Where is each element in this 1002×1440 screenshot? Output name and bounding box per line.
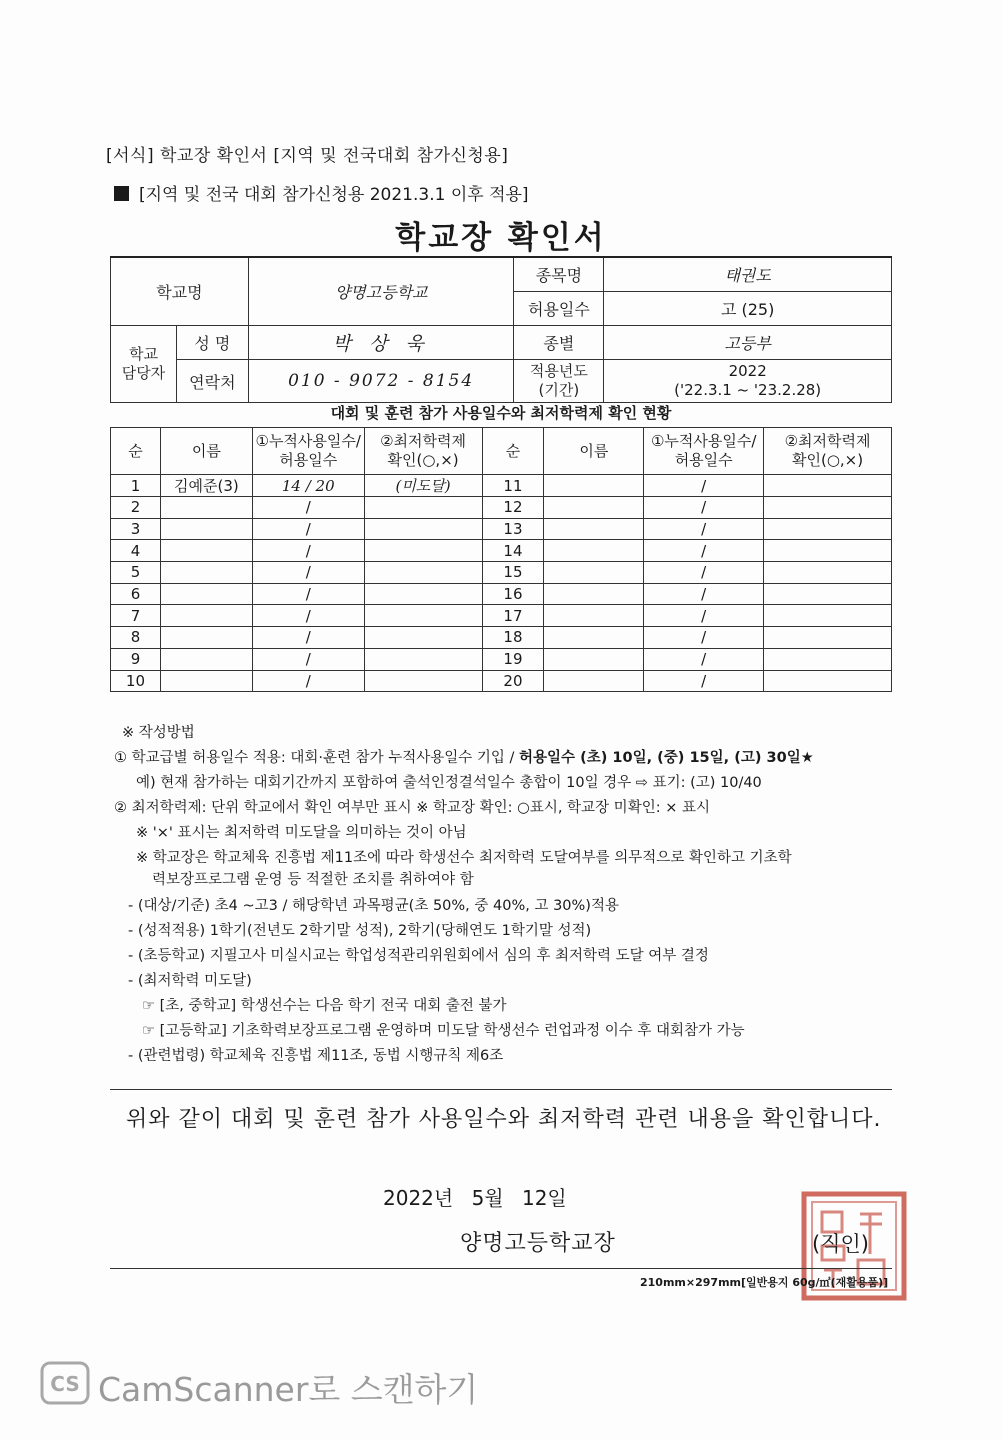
event-label: 종목명 bbox=[514, 257, 604, 292]
col-days-left-2: 허용일수 bbox=[279, 451, 338, 469]
row-name bbox=[544, 583, 644, 605]
instruction-1 bbox=[114, 746, 814, 767]
row-min bbox=[364, 605, 482, 627]
manager-label bbox=[111, 326, 177, 403]
row-days: / bbox=[252, 627, 364, 649]
watermark-text: CamScanner로 스캔하기 bbox=[98, 1370, 479, 1409]
row-no: 8 bbox=[111, 627, 161, 649]
row-no: 15 bbox=[482, 562, 544, 584]
school-value: 양명고등학교 bbox=[248, 257, 514, 326]
row-name bbox=[544, 670, 644, 692]
row-no: 16 bbox=[482, 583, 544, 605]
row-min bbox=[764, 497, 892, 519]
confirm-text: 위와 같이 대회 및 훈련 참가 사용일수와 최저학력 관련 내용을 확인합니다. bbox=[126, 1107, 882, 1132]
row-name: 김예준(3) bbox=[160, 475, 252, 497]
row-min bbox=[364, 648, 482, 670]
manager-label-1: 학교 bbox=[128, 345, 158, 363]
divider bbox=[110, 1268, 892, 1269]
table-row bbox=[111, 562, 892, 584]
year-label-1: 적용년도 bbox=[529, 362, 588, 380]
contact-value: 010 - 9072 - 8154 bbox=[248, 360, 514, 403]
col-no-right: 순 bbox=[482, 428, 544, 475]
days-label: 허용일수 bbox=[514, 292, 604, 326]
instruction-11: ☞ [초, 중학교] 학생선수는 다음 학기 전국 대회 출전 불가 bbox=[142, 998, 507, 1014]
row-name bbox=[160, 648, 252, 670]
row-days: / bbox=[644, 583, 764, 605]
row-no: 18 bbox=[482, 627, 544, 649]
row-name bbox=[544, 475, 644, 497]
row-min bbox=[764, 670, 892, 692]
col-min-left-2: 확인(○,×) bbox=[387, 451, 459, 469]
table-row bbox=[111, 605, 892, 627]
row-days: 14 / 20 bbox=[252, 475, 364, 497]
col-min-right-2: 확인(○,×) bbox=[791, 451, 864, 469]
col-days-right-1: ①누적사용일수/ bbox=[650, 432, 757, 450]
col-days-left-1: ①누적사용일수/ bbox=[255, 432, 361, 450]
instruction-1a: ① 학교급별 허용일수 적용: 대회·훈련 참가 누적사용일수 기입 / bbox=[114, 750, 520, 766]
square-bullet-icon bbox=[114, 186, 129, 201]
table-row bbox=[111, 540, 892, 562]
row-min bbox=[764, 627, 892, 649]
row-no: 2 bbox=[111, 497, 161, 519]
row-no: 1 bbox=[111, 475, 161, 497]
form-tag: [서식] 학교장 확인서 [지역 및 전국대회 참가신청용] bbox=[106, 146, 509, 166]
row-no: 13 bbox=[482, 518, 544, 540]
row-days: / bbox=[644, 562, 764, 584]
row-min bbox=[764, 518, 892, 540]
row-min bbox=[364, 540, 482, 562]
row-days: / bbox=[644, 497, 764, 519]
table-row bbox=[111, 475, 892, 497]
col-min-right-1: ②최저학력제 bbox=[784, 432, 871, 450]
row-no: 6 bbox=[111, 583, 161, 605]
category-label: 종별 bbox=[514, 326, 604, 360]
instruction-10: - (최저학력 미도달) bbox=[128, 973, 252, 989]
contact-label: 연락처 bbox=[176, 360, 248, 403]
table-row bbox=[111, 670, 892, 692]
divider bbox=[110, 1089, 892, 1090]
period-value: ('22.3.1 ~ '23.2.28) bbox=[674, 381, 822, 399]
year-label bbox=[514, 360, 604, 403]
camscanner-logo-icon bbox=[40, 1361, 90, 1405]
row-no: 12 bbox=[482, 497, 544, 519]
row-min bbox=[764, 605, 892, 627]
row-days: / bbox=[644, 518, 764, 540]
row-min bbox=[764, 540, 892, 562]
row-min bbox=[364, 627, 482, 649]
row-days: / bbox=[252, 605, 364, 627]
row-days: / bbox=[644, 605, 764, 627]
row-name bbox=[544, 518, 644, 540]
row-min bbox=[364, 583, 482, 605]
instruction-2: 예) 현재 참가하는 대회기간까지 포함하여 출석인정결석일수 총합이 10일 경우 ⇨ 표기: (고) 10/40 bbox=[136, 775, 762, 791]
usage-table bbox=[110, 427, 892, 692]
col-name-left: 이름 bbox=[160, 428, 252, 475]
seal-note: (직인) bbox=[812, 1232, 869, 1256]
row-name bbox=[544, 562, 644, 584]
name-value: 박 상 욱 bbox=[248, 326, 514, 360]
instructions-heading: ※ 작성방법 bbox=[122, 725, 195, 741]
table-row bbox=[111, 627, 892, 649]
instruction-3: ② 최저학력제: 단위 학교에서 확인 여부만 표시 ※ 학교장 확인: ○표시, 학교장 미확인: × 표시 bbox=[114, 800, 710, 816]
year-value-cell bbox=[604, 360, 892, 403]
row-min bbox=[764, 562, 892, 584]
instruction-6: 력보장프로그램 운영 등 적절한 조치를 취하여야 함 bbox=[152, 872, 474, 888]
col-no-left: 순 bbox=[111, 428, 161, 475]
col-name-right: 이름 bbox=[544, 428, 644, 475]
page-title: 학교장 확인서 bbox=[395, 220, 607, 256]
col-days-right-2: 허용일수 bbox=[674, 451, 733, 469]
subtitle bbox=[114, 180, 529, 205]
year-value: 2022 bbox=[728, 362, 767, 380]
school-label: 학교명 bbox=[111, 257, 249, 326]
row-days: / bbox=[644, 540, 764, 562]
row-min bbox=[364, 670, 482, 692]
row-name bbox=[160, 562, 252, 584]
row-name bbox=[160, 605, 252, 627]
row-days: / bbox=[252, 540, 364, 562]
row-days: / bbox=[644, 670, 764, 692]
row-no: 7 bbox=[111, 605, 161, 627]
row-min bbox=[364, 497, 482, 519]
row-days: / bbox=[252, 648, 364, 670]
date: 2022년 5월 12일 bbox=[383, 1186, 567, 1210]
row-name bbox=[544, 648, 644, 670]
days-value: 고 (25) bbox=[604, 292, 892, 326]
table-row bbox=[111, 518, 892, 540]
row-days: / bbox=[252, 518, 364, 540]
row-no: 14 bbox=[482, 540, 544, 562]
manager-label-2: 담당자 bbox=[121, 364, 166, 382]
instruction-1b: 허용일수 (초) 10일, (중) 15일, (고) 30일★ bbox=[519, 750, 814, 766]
col-min-right bbox=[764, 428, 892, 475]
row-name bbox=[544, 627, 644, 649]
row-name bbox=[160, 497, 252, 519]
row-no: 5 bbox=[111, 562, 161, 584]
row-min bbox=[364, 562, 482, 584]
row-name bbox=[160, 518, 252, 540]
row-name bbox=[160, 627, 252, 649]
row-name bbox=[160, 583, 252, 605]
row-no: 20 bbox=[482, 670, 544, 692]
year-label-2: (기간) bbox=[538, 381, 580, 399]
row-days: / bbox=[252, 497, 364, 519]
category-value: 고등부 bbox=[604, 326, 892, 360]
row-min bbox=[364, 518, 482, 540]
col-min-left bbox=[364, 428, 482, 475]
row-no: 4 bbox=[111, 540, 161, 562]
row-name bbox=[544, 605, 644, 627]
row-days: / bbox=[252, 562, 364, 584]
usage-section-title: 대회 및 훈련 참가 사용일수와 최저학력제 확인 현황 bbox=[330, 404, 672, 422]
row-days: / bbox=[252, 670, 364, 692]
logo-text: CS bbox=[50, 1372, 80, 1396]
row-name bbox=[160, 670, 252, 692]
row-no: 19 bbox=[482, 648, 544, 670]
instruction-13: - (관련법령) 학교체육 진흥법 제11조, 동법 시행규칙 제6조 bbox=[128, 1048, 504, 1064]
instruction-7: - (대상/기준) 초4 ~고3 / 해당학년 과목평균(초 50%, 중 40%, 고 30%)적용 bbox=[128, 898, 619, 914]
table-row bbox=[111, 497, 892, 519]
instruction-8: - (성적적용) 1학기(전년도 2학기말 성적), 2학기(당해연도 1학기말 성적) bbox=[128, 923, 592, 939]
instruction-5: ※ 학교장은 학교체육 진흥법 제11조에 따라 학생선수 최저학력 도달여부를 의무적으로 확인하고 기초학 bbox=[136, 850, 792, 866]
subtitle-text: [지역 및 전국 대회 참가신청용 2021.3.1 이후 적용] bbox=[139, 185, 529, 205]
col-days-left bbox=[252, 428, 364, 475]
row-days: / bbox=[252, 583, 364, 605]
table-row bbox=[111, 648, 892, 670]
instruction-12: ☞ [고등학교] 기초학력보장프로그램 운영하며 미도달 학생선수 런업과정 이수 후 대회참가 가능 bbox=[142, 1023, 745, 1039]
row-days: / bbox=[644, 627, 764, 649]
event-value: 태권도 bbox=[604, 257, 892, 292]
row-no: 9 bbox=[111, 648, 161, 670]
row-no: 3 bbox=[111, 518, 161, 540]
instruction-4: ※ '×' 표시는 최저학력 미도달을 의미하는 것이 아님 bbox=[136, 825, 467, 841]
info-table bbox=[110, 256, 892, 403]
row-no: 11 bbox=[482, 475, 544, 497]
name-label: 성 명 bbox=[176, 326, 248, 360]
row-no: 10 bbox=[111, 670, 161, 692]
row-no: 17 bbox=[482, 605, 544, 627]
row-min bbox=[764, 475, 892, 497]
principal: 양명고등학교장 bbox=[460, 1231, 616, 1256]
table-row bbox=[111, 583, 892, 605]
instruction-9: - (초등학교) 지필고사 미실시교는 학업성적관리위원회에서 심의 후 최저학력 도달 여부 결정 bbox=[128, 948, 709, 964]
row-days: / bbox=[644, 648, 764, 670]
row-min: (미도달) bbox=[364, 475, 482, 497]
row-days: / bbox=[644, 475, 764, 497]
col-min-left-1: ②최저학력제 bbox=[380, 432, 467, 450]
row-name bbox=[544, 497, 644, 519]
paper-size: 210mm×297mm[일반용지 60g/㎡(재활용품)] bbox=[640, 1276, 889, 1289]
row-name bbox=[544, 540, 644, 562]
row-min bbox=[764, 648, 892, 670]
row-min bbox=[764, 583, 892, 605]
row-name bbox=[160, 540, 252, 562]
col-days-right bbox=[644, 428, 764, 475]
